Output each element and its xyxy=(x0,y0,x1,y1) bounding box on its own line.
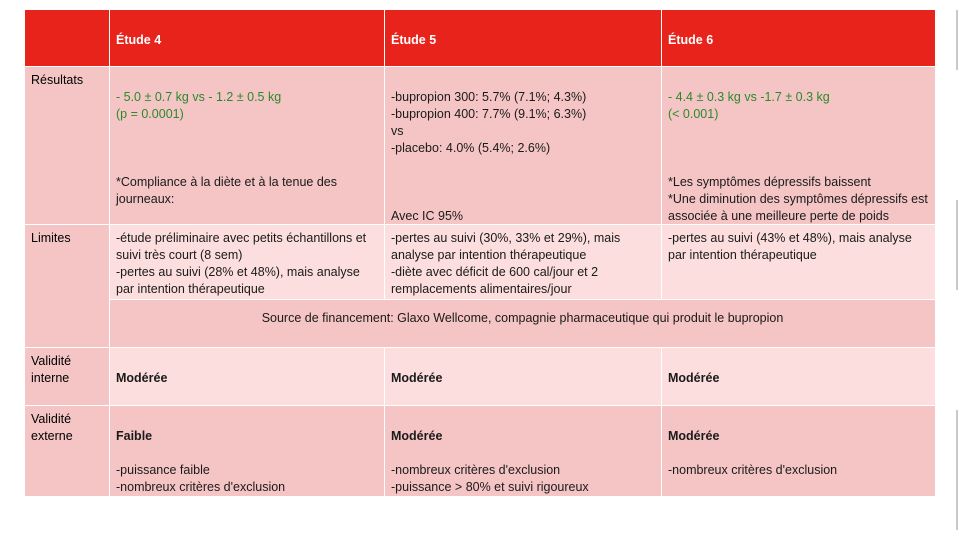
etude-6-title: Étude 6 xyxy=(668,33,714,47)
limites-etude-5: -pertes au suivi (30%, 33% et 29%), mais analyse par intention thérapeutique -diète avec déficit de 600 cal/jour et 2 remplacements alimentaires/jour xyxy=(385,225,661,299)
validite-externe-etude-6 xyxy=(662,406,935,496)
resultats-etude-4-compliance-note: *Compliance à la diète et à la tenue des journeaux: xyxy=(116,175,337,206)
resultats-etude-5 xyxy=(385,67,661,224)
comparison-table xyxy=(25,10,935,496)
validite-interne-etude-4-text xyxy=(116,404,378,405)
header-etude-4 xyxy=(110,10,384,66)
validite-interne-etude-5-text xyxy=(391,404,655,405)
row-label-validite-externe: Validité externe xyxy=(25,406,109,496)
validite-interne-etude-4-level: Modérée xyxy=(116,371,168,385)
resultats-etude-6 xyxy=(662,67,935,224)
validite-interne-etude-4 xyxy=(110,348,384,405)
row-label-validite-interne: Validité interne xyxy=(25,348,109,405)
header-corner xyxy=(25,10,109,66)
validite-interne-etude-6-level: Modérée xyxy=(668,371,720,385)
resultats-etude-6-weight: - 4.4 ± 0.3 kg vs -1.7 ± 0.3 kg (< 0.001) xyxy=(668,90,830,121)
resultats-etude-4-weight: - 5.0 ± 0.7 kg vs - 1.2 ± 0.5 kg (p = 0.0001) xyxy=(116,90,282,121)
limites-etude-6: -pertes au suivi (43% et 48%), mais analyse par intention thérapeutique xyxy=(662,225,935,299)
resultats-etude-5-values: -bupropion 300: 5.7% (7.1%; 4.3%) -bupropion 400: 7.7% (9.1%; 6.3%) vs -placebo: 4.0% (5.4%; 2.6%) xyxy=(391,90,587,155)
edge-decoration xyxy=(956,410,958,530)
resultats-etude-5-ic: Avec IC 95% xyxy=(391,209,464,223)
validite-interne-etude-5-level: Modérée xyxy=(391,371,443,385)
validite-externe-etude-4-text: -puissance faible -nombreux critères d'exclusion xyxy=(116,463,286,494)
edge-decoration xyxy=(956,200,958,290)
header-etude-5 xyxy=(385,10,661,66)
validite-externe-etude-4-level: Faible xyxy=(116,429,153,443)
validite-externe-etude-5 xyxy=(385,406,661,496)
validite-externe-etude-6-level: Modérée xyxy=(668,429,720,443)
limites-etude-4: -étude préliminaire avec petits échantillons et suivi très court (8 sem) -pertes au suivi (28% et 48%), mais analyse par intention thérapeutique xyxy=(110,225,384,299)
etude-5-title: Étude 5 xyxy=(391,33,437,47)
validite-externe-etude-6-text: -nombreux critères d'exclusion xyxy=(668,463,838,477)
resultats-etude-6-notes: *Les symptômes dépressifs baissent *Une diminution des symptômes dépressifs est associée à une meilleure perte de poids xyxy=(668,175,928,223)
header-etude-6 xyxy=(662,10,935,66)
validite-externe-etude-5-level: Modérée xyxy=(391,429,443,443)
edge-decoration xyxy=(956,10,958,70)
funding-source: Source de financement: Glaxo Wellcome, compagnie pharmaceutique qui produit le bupropion xyxy=(110,300,935,347)
validite-externe-etude-4 xyxy=(110,406,384,496)
row-label-resultats: Résultats xyxy=(25,67,109,224)
validite-interne-etude-6 xyxy=(662,348,935,405)
validite-externe-etude-5-text: -nombreux critères d'exclusion -puissance > 80% et suivi rigoureux xyxy=(391,463,589,494)
etude-4-title: Étude 4 xyxy=(116,33,162,47)
row-label-limites: Limites xyxy=(25,225,109,347)
validite-interne-etude-6-text xyxy=(668,404,929,405)
validite-interne-etude-5 xyxy=(385,348,661,405)
resultats-etude-4 xyxy=(110,67,384,224)
